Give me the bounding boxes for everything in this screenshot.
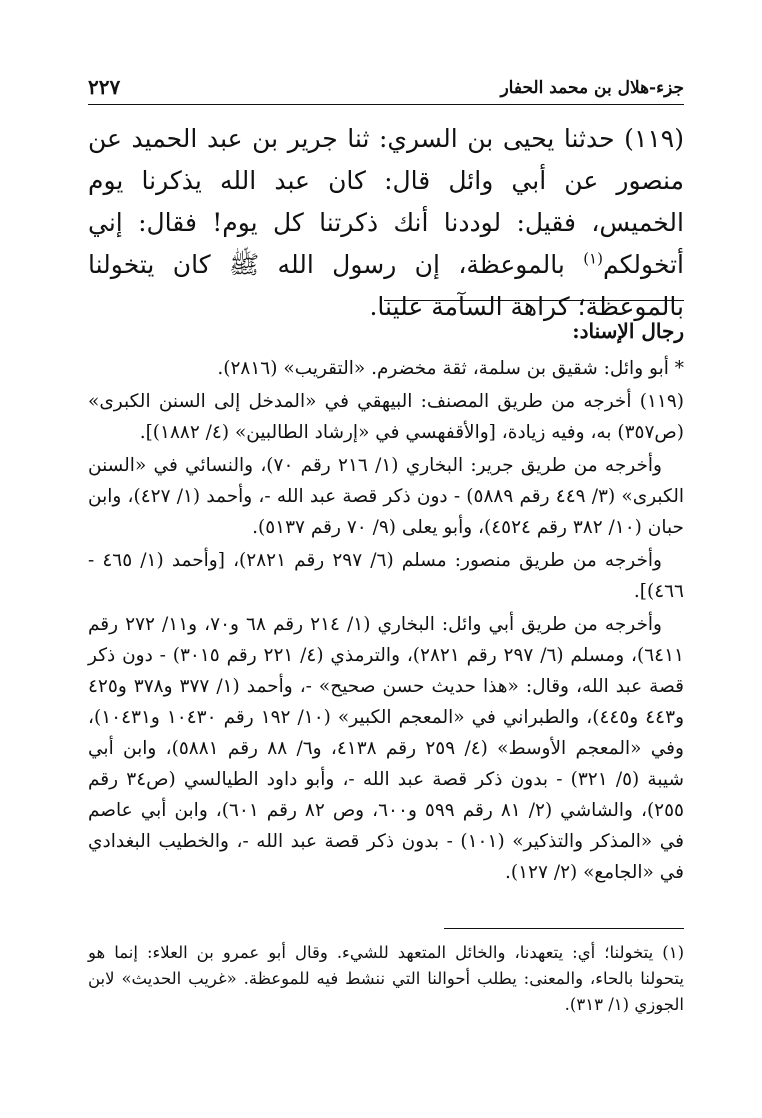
hadith-text-part-1: (١١٩) حدثنا يحيى بن السري: ثنا جرير بن عبد الحميد عن منصور عن أبي وائل قال: كان عبد الله يذكرنا يوم الخميس، فقيل: لوددنا أنك ذكرتنا كل يوم! فقال: إني أتخولكم xyxy=(88,124,684,279)
section-divider xyxy=(384,300,684,301)
page-number: ٢٢٧ xyxy=(88,75,121,99)
section-heading: رجال الإسناد: xyxy=(572,319,684,343)
hadith-text-part-2: بالموعظة، إن رسول الله ﷺ كان يتخولنا بالموعظة؛ كراهة السآمة علينا. xyxy=(88,250,684,321)
footnote: (١) يتخولنا؛ أي: يتعهدنا، والخائل المتعهد للشيء. وقال أبو عمرو بن العلاء: إنما هو يتحولنا بالحاء، والمعنى: يطلب أحوالنا التي ننشط فيه للموعظة. «غريب الحديث» لابن الجوزي (١/ ٣١٣). xyxy=(88,943,684,1014)
takhrij-paragraph: (١١٩) أخرجه من طريق المصنف: البيهقي في «المدخل إلى السنن الكبرى» (ص٣٥٧) به، وفيه زيادة، [والأقفهسي في «إرشاد الطالبين» (٤/ ١٨٨٢)]. xyxy=(88,391,684,443)
page-header xyxy=(88,64,684,105)
hadith-text xyxy=(88,118,684,328)
narrator-note: * أبو وائل: شقيق بن سلمة، ثقة مخضرم. «التقريب» (٢٨١٦). xyxy=(217,358,684,379)
takhrij-paragraph: وأخرجه من طريق أبي وائل: البخاري (١/ ٢١٤ رقم ٦٨ و٧٠، و١١/ ٢٧٢ رقم ٦٤١١)، ومسلم (٦/ ٢٩٧ رقم ٢٨٢١)، والترمذي (٤/ ٢٢١ رقم ٣٠١٥) - دون ذكر قصة عبد الله، وقال: «هذا حديث حسن صحيح» -، وأحمد (١/ ٣٧٧ و٣٧٨ و٤٢٥ و٤٤٣ و٤٤٥)، والطبراني في «المعجم الكبير» (١٠/ ١٩٢ رقم ١٠٤٣٠ و١٠٤٣١)، وفي «المعجم الأوسط» (٤/ ٢٥٩ رقم ٤١٣٨، و٦/ ٨٨ رقم ٥٨٨١)، وابن أبي شيبة (٥/ ٣٢١) - بدون ذكر قصة عبد الله -، وأبو داود الطيالسي (ص٣٤ رقم ٢٥٥)، والشاشي (٢/ ٨١ رقم ٥٩٩ و٦٠٠، وص ٨٢ رقم ٦٠١)، وابن أبي عاصم في «المذكر والتذكير» (١٠١) - بدون ذكر قصة عبد الله -، والخطيب البغدادي في «الجامع» (٢/ ١٢٧). xyxy=(88,614,684,883)
footnote-divider xyxy=(444,928,684,929)
takhrij-paragraph: وأخرجه من طريق منصور: مسلم (٦/ ٢٩٧ رقم ٢٨٢١)، [وأحمد (١/ ٤٦٥ - ٤٦٦)]. xyxy=(88,550,684,602)
commentary-section xyxy=(88,316,684,890)
takhrij-paragraph: وأخرجه من طريق جرير: البخاري (١/ ٢١٦ رقم ٧٠)، والنسائي في «السنن الكبرى» (٣/ ٤٤٩ رقم ٥٨٨٩) - دون ذكر قصة عبد الله -، وأحمد (١/ ٤٢٧)، وابن حبان (١٠/ ٣٨٢ رقم ٤٥٢٤)، وأبو يعلى (٩/ ٧٠ رقم ٥١٣٧). xyxy=(88,455,684,538)
running-title: جزء-هلال بن محمد الحفار xyxy=(500,78,684,98)
footnote-reference: (١) xyxy=(583,249,603,268)
